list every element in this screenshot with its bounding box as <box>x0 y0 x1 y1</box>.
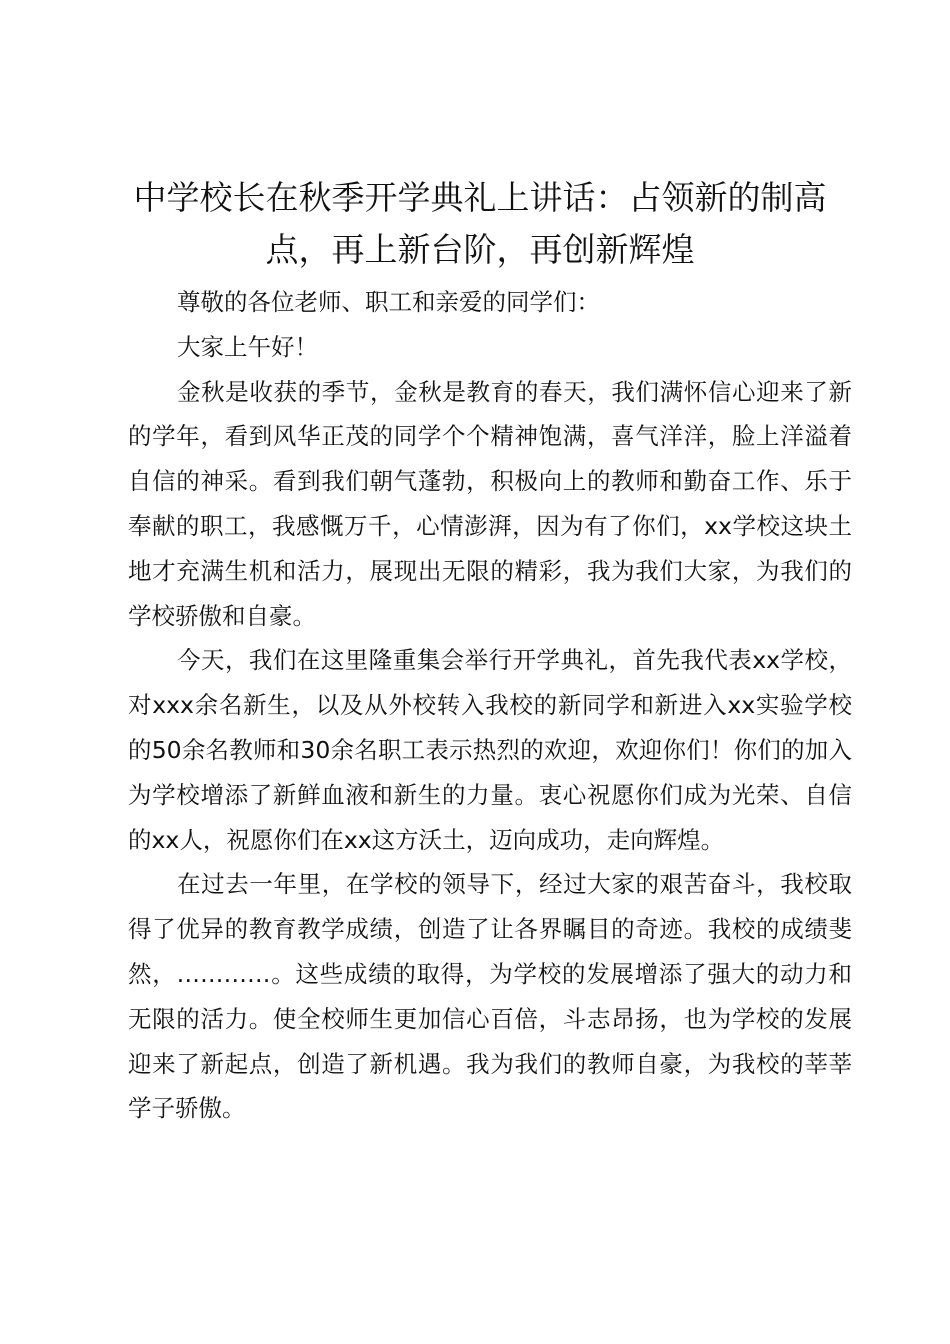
document-title: 中学校长在秋季开学典礼上讲话：占领新的制高点，再上新台阶，再创新辉煌 <box>133 178 827 269</box>
paragraph: 在过去一年里，在学校的领导下，经过大家的艰苦奋斗，我校取得了优异的教育教学成绩，创造了让各界瞩目的奇迹。我校的成绩斐然，…………。这些成绩的取得，为学校的发展增添了强大的动力和无限的活力。使全校师生更加信心百倍，斗志昂扬，也为学校的发展迎来了新起点，创造了新机遇。我为我们的教师自豪，为我校的莘莘学子骄傲。 <box>128 870 852 1123</box>
greeting: 大家上午好！ <box>177 332 318 361</box>
salutation: 尊敬的各位老师、职工和亲爱的同学们： <box>177 288 600 316</box>
paragraph: 今天，我们在这里隆重集会举行开学典礼，首先我代表xx学校，对xxx余名新生，以及从外校转入我校的新同学和新进入xx实验学校的50余名教师和30余名职工表示热烈的欢迎，欢迎你们！你们的加入为学校增添了新鲜血液和新生的力量。衷心祝愿你们成为光荣、自信的xx人，祝愿你们在xx这方沃土，迈向成功，走向辉煌。 <box>128 646 852 854</box>
paragraph: 金秋是收获的季节，金秋是教育的春天，我们满怀信心迎来了新的学年，看到风华正茂的同学个个精神饱满，喜气洋洋，脸上洋溢着自信的神采。看到我们朝气蓬勃，积极向上的教师和勤奋工作、乐于奉献的职工，我感慨万千，心情澎湃，因为有了你们，xx学校这块土地才充满生机和活力，展现出无限的精彩，我为我们大家，为我们的学校骄傲和自豪。 <box>128 377 852 630</box>
document-body <box>128 280 852 1131</box>
